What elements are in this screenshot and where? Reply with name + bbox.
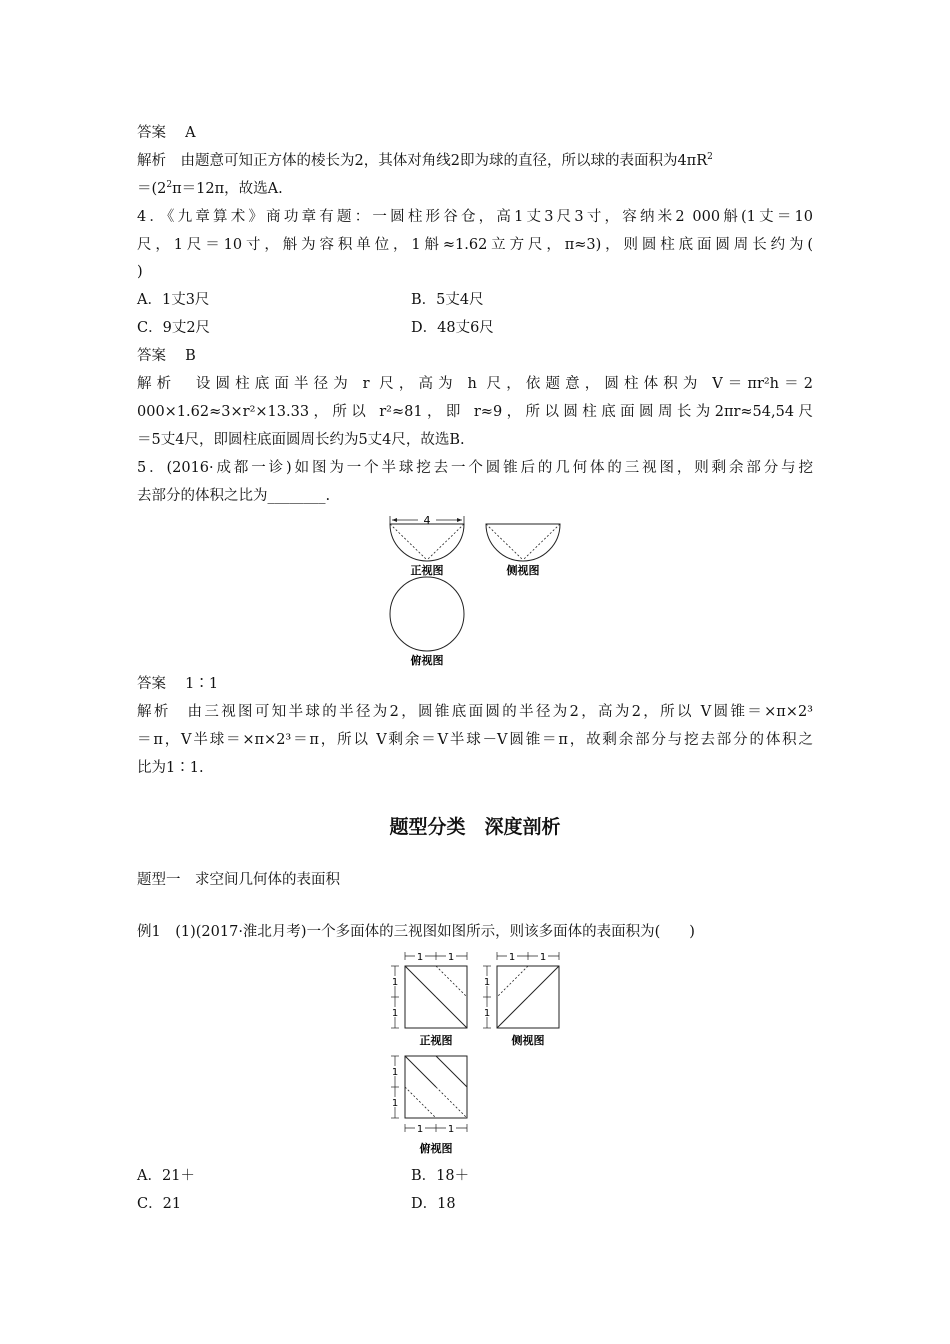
- ex1-figure-svg: [385, 950, 565, 1162]
- question-stem: 5．(2016·成都一诊)如图为一个半球挖去一个圆锥后的几何体的三视图，则剩余部分与挖: [137, 460, 813, 476]
- dim-label: 1: [483, 1008, 491, 1019]
- three-view-figure-q5: [380, 510, 570, 670]
- answer-value: 1∶1: [185, 676, 219, 692]
- question-stem: ): [137, 264, 143, 280]
- dim-label: 1: [391, 1098, 399, 1109]
- side-view-square: [482, 951, 559, 1028]
- q5-figure-svg: [380, 510, 570, 670]
- analysis-line: 比为1∶1.: [137, 760, 204, 776]
- side-view-caption: 侧视图: [511, 1034, 545, 1047]
- dim-label: 1: [447, 1124, 455, 1135]
- option-c: C．21: [137, 1196, 182, 1212]
- analysis-line: 解析 由题意可知正方体的棱长为2，其体对角线2即为球的直径，所以球的表面积为$4\pi R^2$: [137, 152, 713, 169]
- answer-label: 答案: [137, 348, 166, 364]
- topic-heading: 题型一 求空间几何体的表面积: [137, 872, 340, 888]
- dim-label: 1: [391, 1008, 399, 1019]
- example-stem: 例1 (1)(2017·淮北月考)一个多面体的三视图如图所示，则该多面体的表面积为( ): [137, 924, 695, 940]
- answer-line: [137, 674, 218, 694]
- answer-label: 答案: [137, 676, 166, 692]
- question-stem: 4．《九章算术》商功章有题：一圆柱形谷仓，高1丈3尺3寸，容纳米2 000斛(1丈＝10: [137, 209, 813, 225]
- option-c: C．9丈2尺: [137, 320, 211, 336]
- option-d: D．18: [411, 1196, 456, 1212]
- analysis-line: $=(2^2\pi=12\pi$，故选A.: [137, 180, 283, 197]
- option-b: B．5丈4尺: [411, 292, 484, 308]
- analysis-line: ＝π，V半球＝×π×2³＝π，所以 V剩余＝V半球－V圆锥＝π，故剩余部分与挖去部分的体积之: [137, 732, 813, 748]
- section-title: 题型分类 深度剖析: [389, 816, 561, 838]
- option-b: B．18＋: [411, 1168, 470, 1184]
- analysis-label: 解析: [137, 153, 166, 169]
- answer-line: [137, 346, 196, 366]
- answer-value: B: [185, 348, 196, 364]
- top-view-circle: [390, 577, 464, 651]
- three-view-figure-ex1: [385, 950, 565, 1162]
- front-view-hemisphere: [390, 514, 464, 561]
- front-view-caption: 正视图: [410, 564, 444, 577]
- analysis-line: ＝5丈4尺，即圆柱底面圆周长约为5丈4尺，故选B.: [137, 432, 465, 448]
- dim-label: 1: [416, 952, 424, 963]
- analysis-line: 解析 由三视图可知半球的半径为2，圆锥底面圆的半径为2，高为2，所以 V圆锥＝×π×2³: [137, 704, 813, 720]
- dim-label: 1: [391, 977, 399, 988]
- analysis-text: 由题意可知正方体的棱长为2，其体对角线2即为球的直径，所以球的表面积为4πR: [180, 153, 708, 169]
- answer-line: [137, 123, 196, 143]
- dimension-label: 4: [423, 514, 431, 527]
- dim-label: 1: [508, 952, 516, 963]
- side-view-caption: 侧视图: [506, 564, 540, 577]
- side-view-hemisphere: [486, 524, 560, 561]
- top-view-caption: 俯视图: [410, 654, 444, 667]
- analysis-line: 解析 设圆柱底面半径为 r 尺，高为 h 尺，依题意，圆柱体积为 V＝πr²h＝2: [137, 376, 813, 392]
- analysis-line: 000×1.62≈3×r²×13.33，所以 r²≈81，即 r≈9，所以圆柱底面圆周长为2πr≈54,54尺: [137, 404, 813, 420]
- option-d: D．48丈6尺: [411, 320, 494, 336]
- question-stem: 尺，1尺＝10寸，斛为容积单位，1斛≈1.62立方尺，π≈3)，则圆柱底面圆周长约为(: [137, 237, 813, 253]
- option-a: A．1丈3尺: [137, 292, 210, 308]
- dim-label: 1: [539, 952, 547, 963]
- question-stem: 去部分的体积之比为________.: [137, 488, 331, 504]
- top-view-square: [390, 1056, 467, 1135]
- option-a: A．21＋: [137, 1168, 195, 1184]
- analysis-label: 解析: [137, 376, 177, 392]
- dim-label: 1: [391, 1067, 399, 1078]
- top-view-caption: 俯视图: [419, 1142, 453, 1155]
- analysis-label: 解析: [137, 704, 171, 720]
- front-view-square: [390, 951, 467, 1028]
- answer-value: A: [185, 125, 196, 141]
- dim-label: 1: [416, 1124, 424, 1135]
- answer-label: 答案: [137, 125, 166, 141]
- dim-label: 1: [483, 977, 491, 988]
- dim-label: 1: [447, 952, 455, 963]
- front-view-caption: 正视图: [419, 1034, 453, 1047]
